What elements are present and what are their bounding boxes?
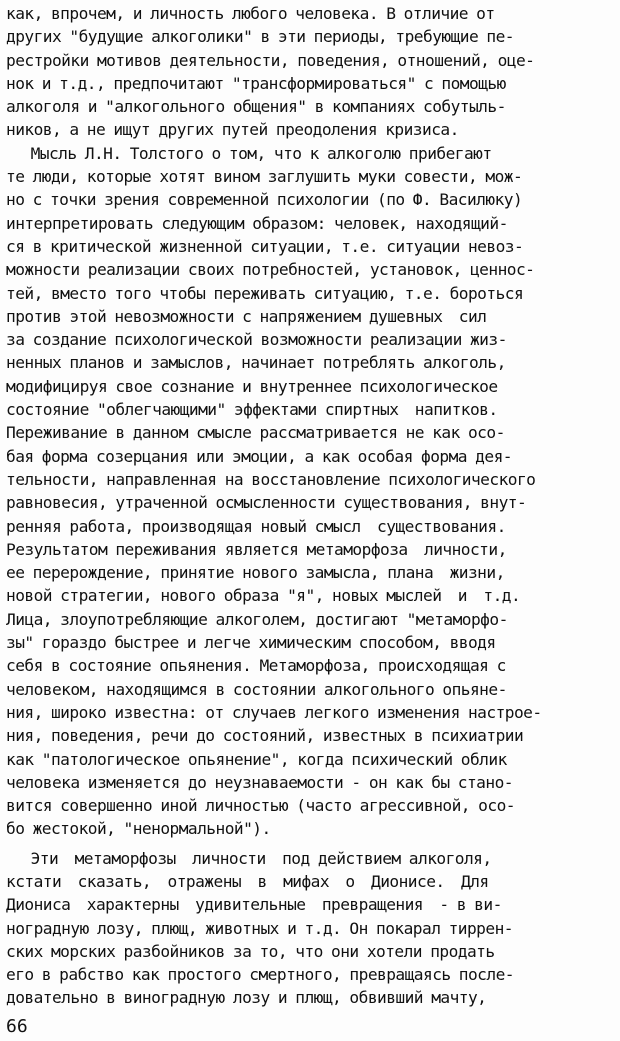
- page-number: 66: [6, 1016, 28, 1037]
- text-line: вится совершенно иной личностью (часто агрессивной, осо-: [6, 796, 515, 816]
- text-line: те люди, которые хотят вином заглушить муки совести, мож-: [6, 167, 523, 187]
- text-line: зы" гораздо быстрее и легче химическим способом, вводя: [6, 633, 496, 653]
- text-line: ния, поведения, речи до состояний, известных в психиатрии: [6, 726, 524, 746]
- text-line: бая форма созерцания или эмоции, а как особая форма дея-: [6, 446, 512, 466]
- text-line: Переживание в данном смысле рассматривается не как осо-: [6, 423, 505, 443]
- text-line: ников, а не ищут других путей преодоления кризиса.: [6, 120, 459, 140]
- text-line: новой стратегии, нового образа "я", новых мыслей и т.д.: [6, 586, 521, 606]
- text-line: Эти метаморфозы личности под действием алкоголя,: [6, 848, 492, 868]
- text-line: Результатом переживания является метаморфоза личности,: [6, 539, 507, 559]
- text-line: тей, вместо того чтобы переживать ситуацию, т.е. бороться: [6, 283, 524, 303]
- text-line: можности реализации своих потребностей, установок, ценнос-: [6, 260, 535, 280]
- text-line: но с точки зрения современной психологии (по Ф. Василюку): [6, 190, 523, 210]
- text-line: человеком, находящимся в состоянии алкогольного опьяне-: [6, 679, 507, 699]
- text-line: нок и т.д., предпочитают "трансформироваться" с помощью: [6, 73, 506, 93]
- page-body-text: [6, 2, 612, 1010]
- text-line: тельности, направленная на восстановление психологического: [6, 469, 536, 489]
- text-line: против этой невозможности с напряжением душевных сил: [6, 306, 487, 326]
- text-line: кстати сказать, отражены в мифах о Дионисе. Для: [6, 871, 489, 891]
- text-line: равновесия, утраченной осмысленности существования, внут-: [6, 493, 527, 513]
- text-line: ренняя работа, производящая новый смысл существования.: [6, 516, 506, 536]
- text-line: интерпретировать следующим образом: человек, находящий-: [6, 213, 508, 233]
- text-line: как, впрочем, и личность любого человека. В отличие от: [6, 4, 495, 23]
- text-line: ских морских разбойников за то, что они хотели продать: [6, 941, 495, 961]
- text-line: других "будущие алкоголики" в эти периоды, требующие пе-: [6, 27, 514, 47]
- text-line: состояние "облегчающими" эффектами спиртных напитков.: [6, 400, 498, 420]
- text-line: бо жестокой, "ненормальной").: [6, 819, 271, 839]
- text-line: рестройки мотивов деятельности, поведения, отношений, оце-: [6, 50, 535, 70]
- text-line: ся в критической жизненной ситуации, т.е. ситуации невоз-: [6, 236, 524, 256]
- text-line: себя в состояние опьянения. Метаморфоза, происходящая с: [6, 656, 506, 676]
- text-line: человека изменяется до неузнаваемости - он как бы стано-: [6, 772, 513, 792]
- text-line: Мысль Л.Н. Толстого о том, что к алкоголю прибегают: [6, 143, 492, 163]
- text-line: ния, широко известна: от случаев легкого изменения настрое-: [6, 702, 542, 722]
- text-line: модифицируя свое сознание и внутреннее психологическое: [6, 376, 498, 396]
- text-line: как "патологическое опьянение", когда психический облик: [6, 749, 507, 769]
- text-line: ненных планов и замыслов, начинает потреблять алкоголь,: [6, 353, 506, 373]
- text-line: алкоголя и "алкогольного общения" в компаниях собутыль-: [6, 97, 506, 117]
- text-line: ноградную лозу, плющ, животных и т.д. Он покарал тиррен-: [6, 918, 513, 938]
- text-line: за создание психологической возможности реализации жиз-: [6, 330, 507, 350]
- text-line: Диониса характерны удивительные превращения - в ви-: [6, 895, 502, 915]
- text-line: ее перерождение, принятие нового замысла, плана жизни,: [6, 563, 505, 583]
- text-line: Лица, злоупотребляющие алкоголем, достигают "метаморфо-: [6, 609, 508, 629]
- text-line: довательно в виноградную лозу и плющ, обвивший мачту,: [6, 988, 487, 1008]
- text-line: его в рабство как простого смертного, превращаясь после-: [6, 965, 514, 985]
